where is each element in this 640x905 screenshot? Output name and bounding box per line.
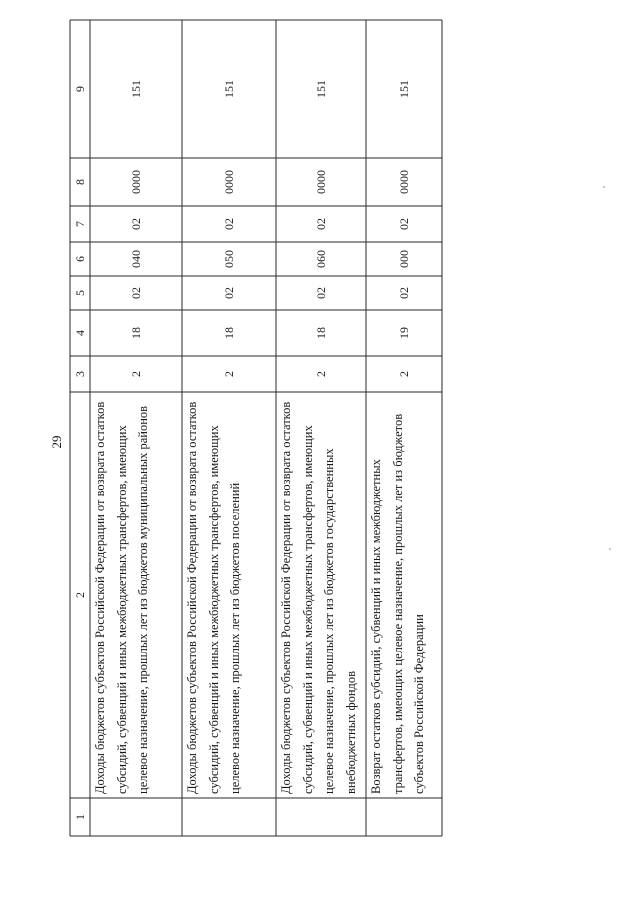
row-4-col-7: 02: [397, 218, 411, 230]
row-2-col-9: 151: [222, 80, 236, 98]
row-1-col-8: 0000: [129, 170, 143, 194]
header-col-6: 6: [73, 256, 87, 262]
row-1-col-3: 2: [129, 371, 143, 377]
row-1-description: Доходы бюджетов субъектов Российской Федерации от возврата остатков субсидий, субвенций и иных межбюджетных трансфертов, имеющих целевое назначение, прошлых лет из бюджетов муниципальных районов: [93, 401, 150, 794]
row-2-description: Доходы бюджетов субъектов Российской Федерации от возврата остатков субсидий, субвенций и иных межбюджетных трансфертов, имеющих целевое назначение, прошлых лет из бюджетов поселений: [185, 401, 242, 794]
header-col-4: 4: [73, 330, 87, 336]
row-2-col-5: 02: [222, 287, 236, 299]
budget-classification-table: [70, 20, 442, 836]
row-2-col-3: 2: [222, 371, 236, 377]
row-2-col-7: 02: [222, 218, 236, 230]
scan-speck: [609, 548, 611, 550]
row-4-description: Возврат остатков субсидий, субвенций и иных межбюджетных трансфертов, имеющих целевое назначение, прошлых лет из бюджетов субъектов Российской Федерации: [369, 413, 426, 794]
header-col-5: 5: [73, 290, 87, 296]
row-4-col-8: 0000: [397, 170, 411, 194]
row-1-col-5: 02: [129, 287, 143, 299]
page-number: 29: [49, 435, 64, 449]
row-1-col-9: 151: [129, 80, 143, 98]
row-3-description: Доходы бюджетов субъектов Российской Федерации от возврата остатков субсидий, субвенций и иных межбюджетных трансфертов, имеющих целевое назначение, прошлых лет из бюджетов государственных внебюджетных фондов: [279, 401, 358, 794]
row-1-col-6: 040: [129, 250, 143, 268]
header-col-3: 3: [73, 371, 87, 377]
row-3-col-3: 2: [314, 371, 328, 377]
row-1-col-7: 02: [129, 218, 143, 230]
row-3-col-8: 0000: [314, 170, 328, 194]
row-3-col-9: 151: [314, 80, 328, 98]
row-3-col-4: 18: [314, 327, 328, 339]
row-4-col-3: 2: [397, 371, 411, 377]
row-4-col-5: 02: [397, 287, 411, 299]
row-4-col-4: 19: [397, 327, 411, 339]
scan-speck: [603, 186, 605, 188]
row-4-col-6: 000: [397, 250, 411, 268]
row-1-col-4: 18: [129, 327, 143, 339]
row-2-col-6: 050: [222, 250, 236, 268]
header-col-8: 8: [73, 179, 87, 185]
row-2-col-4: 18: [222, 327, 236, 339]
row-4-col-9: 151: [397, 80, 411, 98]
row-3-col-5: 02: [314, 287, 328, 299]
row-3-col-6: 060: [314, 250, 328, 268]
row-2-col-8: 0000: [222, 170, 236, 194]
header-col-2: 2: [73, 592, 87, 598]
header-col-1: 1: [73, 814, 87, 820]
row-3-col-7: 02: [314, 218, 328, 230]
header-col-9: 9: [73, 86, 87, 92]
header-col-7: 7: [73, 221, 87, 227]
